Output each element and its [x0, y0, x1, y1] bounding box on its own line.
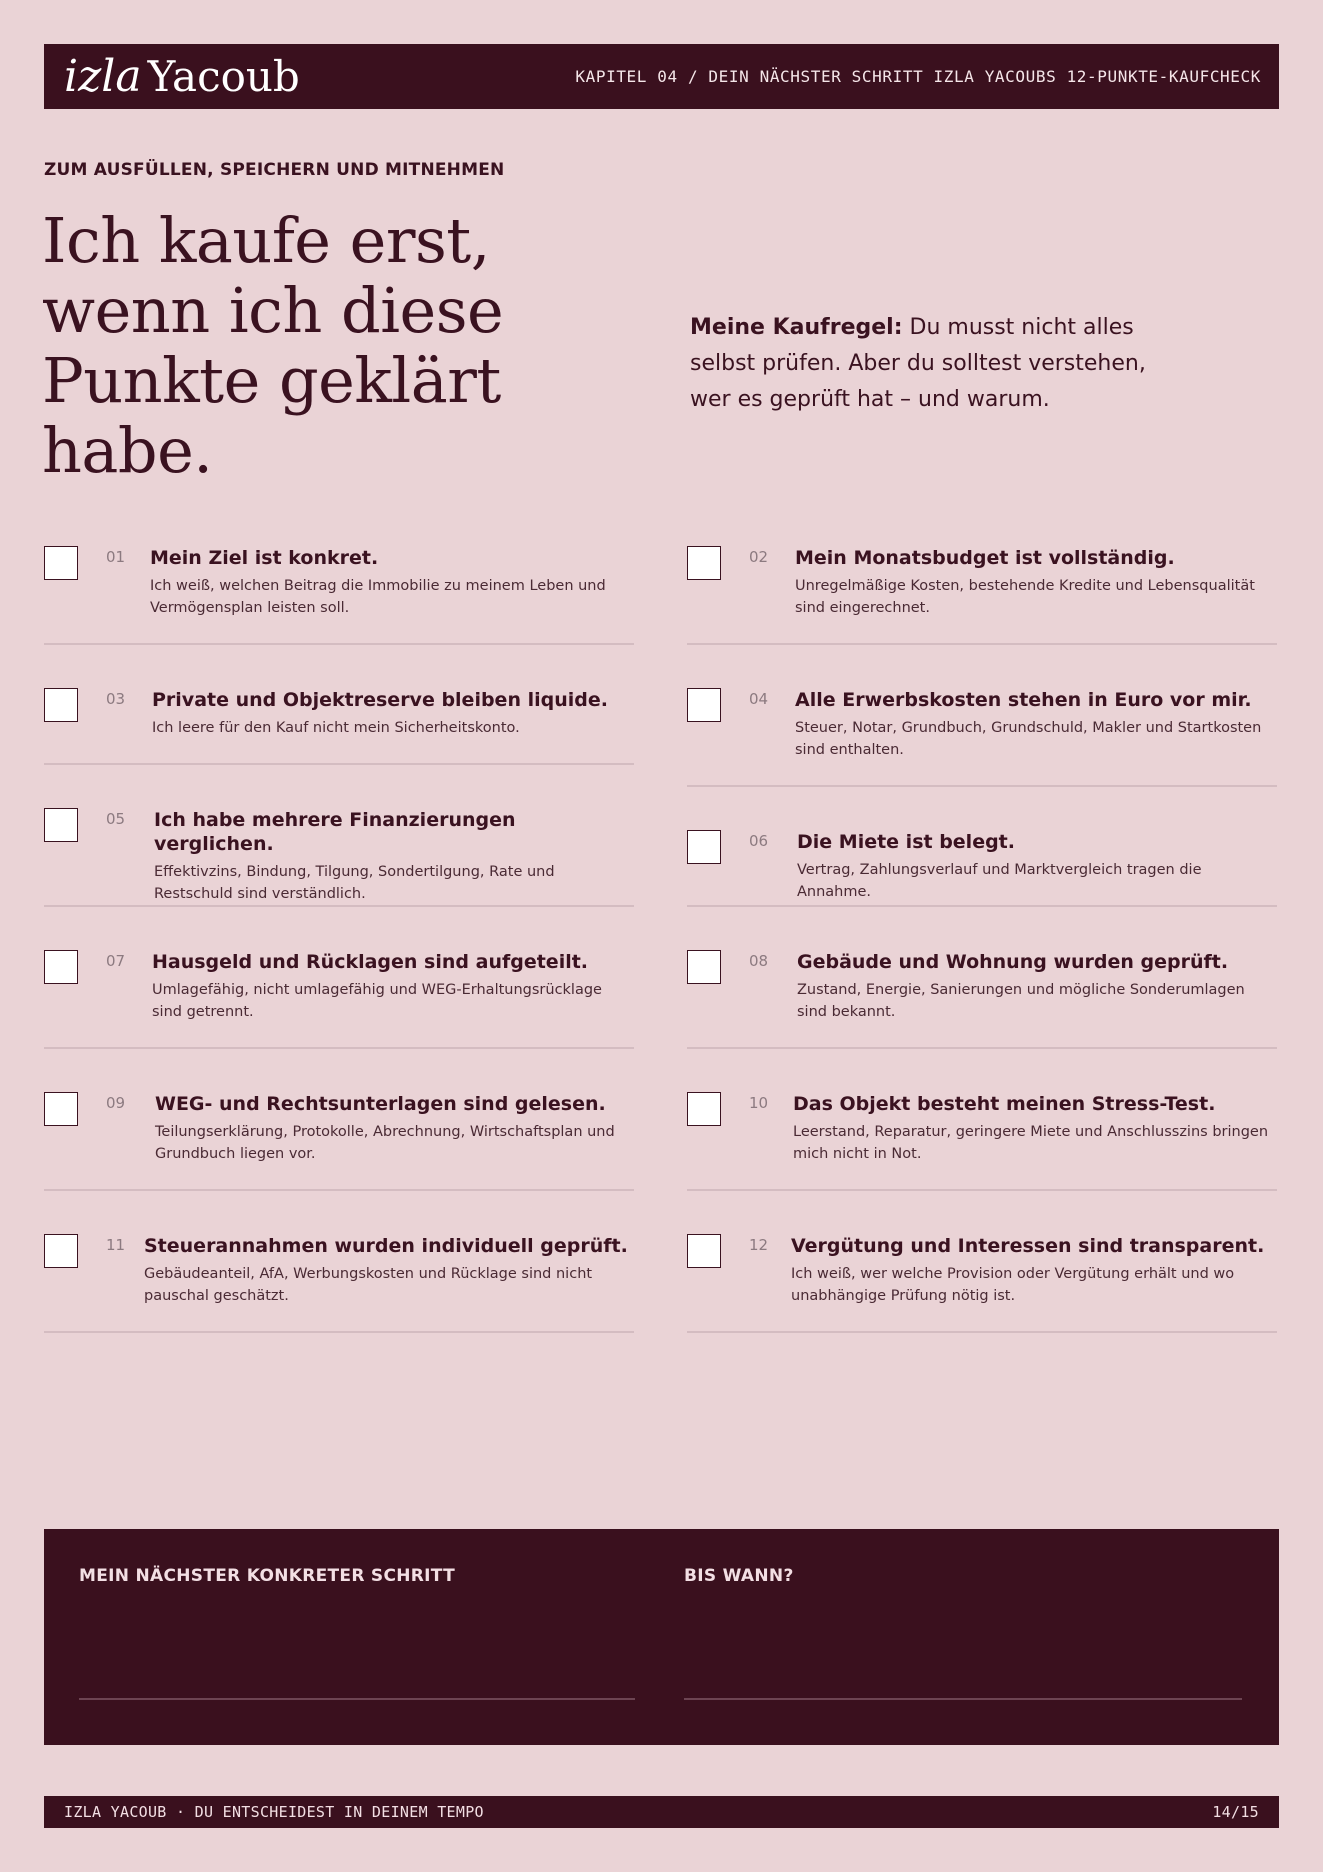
checklist-item	[44, 1092, 634, 1191]
checkbox[interactable]	[44, 808, 78, 842]
item-title: Alle Erwerbskosten stehen in Euro vor mir.	[795, 689, 1252, 711]
logo	[64, 51, 300, 102]
checklist-item	[687, 546, 1277, 645]
purchase-rule-text: Du musst nicht alles selbst prüfen. Aber du solltest verstehen, wer es geprüft hat – und warum.	[690, 315, 1146, 412]
item-number: 01	[106, 548, 126, 566]
checklist-item	[44, 950, 634, 1049]
checklist-item	[687, 950, 1277, 1049]
title-line-3: Punkte geklärt habe.	[42, 344, 501, 487]
item-title: Hausgeld und Rücklagen sind aufgeteilt.	[152, 951, 589, 973]
item-number: 10	[749, 1094, 769, 1112]
item-number: 11	[106, 1236, 126, 1254]
checkbox[interactable]	[687, 688, 721, 722]
item-description: Steuer, Notar, Grundbuch, Grundschuld, Makler und Startkosten sind enthalten.	[795, 720, 1262, 758]
item-number: 05	[106, 810, 126, 828]
item-description: Effektivzins, Bindung, Tilgung, Sondertilgung, Rate und Restschuld sind verständlich.	[154, 864, 555, 902]
header-kicker: KAPITEL 04 / DEIN NÄCHSTER SCHRITT IZLA YACOUBS 12-PUNKTE-KAUFCHECK	[575, 67, 1261, 86]
item-number: 06	[749, 832, 769, 850]
checkbox[interactable]	[687, 950, 721, 984]
item-description: Umlagefähig, nicht umlagefähig und WEG-Erhaltungsrücklage sind getrennt.	[152, 982, 602, 1020]
checklist-item	[44, 546, 634, 645]
checkbox[interactable]	[687, 1234, 721, 1268]
purchase-rule	[690, 310, 1160, 418]
checkbox[interactable]	[687, 830, 721, 864]
checkbox[interactable]	[44, 1092, 78, 1126]
checklist-item	[687, 830, 1277, 907]
checkbox[interactable]	[44, 1234, 78, 1268]
item-title: Gebäude und Wohnung wurden geprüft.	[797, 951, 1229, 973]
page-number: 14/15	[1212, 1803, 1259, 1821]
footer-brand: IZLA YACOUB · DU ENTSCHEIDEST IN DEINEM TEMPO	[64, 1803, 484, 1821]
eyebrow: ZUM AUSFÜLLEN, SPEICHERN UND MITNEHMEN	[44, 160, 505, 180]
item-number: 08	[749, 952, 769, 970]
checkbox[interactable]	[44, 950, 78, 984]
item-description: Ich leere für den Kauf nicht mein Sicherheitskonto.	[152, 720, 520, 736]
item-title: Private und Objektreserve bleiben liquide.	[152, 689, 608, 711]
item-number: 12	[749, 1236, 769, 1254]
deadline-input-line[interactable]	[684, 1698, 1242, 1700]
logo-last-name: Yacoub	[147, 52, 300, 101]
title-line-1: Ich kaufe erst,	[42, 204, 490, 277]
footer-bar	[44, 1796, 1279, 1828]
item-number: 09	[106, 1094, 126, 1112]
checkbox[interactable]	[687, 546, 721, 580]
page-title	[42, 206, 682, 486]
item-title: Mein Ziel ist konkret.	[150, 547, 379, 569]
deadline-label: BIS WANN?	[684, 1566, 794, 1586]
item-description: Zustand, Energie, Sanierungen und mögliche Sonderumlagen sind bekannt.	[797, 982, 1245, 1020]
checklist-item	[687, 1092, 1277, 1191]
item-description: Unregelmäßige Kosten, bestehende Kredite und Lebensqualität sind eingerechnet.	[795, 578, 1255, 616]
next-step-label: MEIN NÄCHSTER KONKRETER SCHRITT	[79, 1566, 455, 1586]
item-number: 03	[106, 690, 126, 708]
checklist-item	[44, 1234, 634, 1333]
item-description: Vertrag, Zahlungsverlauf und Marktvergleich tragen die Annahme.	[797, 862, 1202, 900]
next-step-input-line[interactable]	[79, 1698, 635, 1700]
purchase-rule-label: Meine Kaufregel:	[690, 315, 903, 340]
checklist-item	[687, 1234, 1277, 1333]
item-title: WEG- und Rechtsunterlagen sind gelesen.	[155, 1093, 606, 1115]
checklist-item	[44, 688, 634, 765]
item-title: Mein Monatsbudget ist vollständig.	[795, 547, 1175, 569]
checkbox[interactable]	[44, 688, 78, 722]
item-description: Teilungserklärung, Protokolle, Abrechnung, Wirtschaftsplan und Grundbuch liegen vor.	[155, 1124, 615, 1162]
checklist-item	[44, 808, 634, 907]
item-title: Ich habe mehrere Finanzierungen verglichen.	[154, 809, 516, 855]
item-description: Ich weiß, wer welche Provision oder Vergütung erhält und wo unabhängige Prüfung nötig ist.	[791, 1266, 1235, 1304]
logo-first-name: izla	[64, 51, 142, 102]
item-number: 07	[106, 952, 126, 970]
checkbox[interactable]	[687, 1092, 721, 1126]
item-description: Ich weiß, welchen Beitrag die Immobilie zu meinem Leben und Vermögensplan leisten soll.	[150, 578, 606, 616]
item-title: Steuerannahmen wurden individuell geprüft.	[144, 1235, 628, 1257]
next-step-panel	[44, 1529, 1279, 1745]
header-bar	[44, 44, 1279, 109]
checklist-item	[687, 688, 1277, 787]
item-number: 02	[749, 548, 769, 566]
item-description: Gebäudeanteil, AfA, Werbungskosten und Rücklage sind nicht pauschal geschätzt.	[144, 1266, 593, 1304]
item-title: Das Objekt besteht meinen Stress-Test.	[793, 1093, 1216, 1115]
item-description: Leerstand, Reparatur, geringere Miete und Anschlusszins bringen mich nicht in Not.	[793, 1124, 1269, 1162]
title-line-2: wenn ich diese	[42, 274, 504, 347]
item-title: Die Miete ist belegt.	[797, 831, 1015, 853]
checkbox[interactable]	[44, 546, 78, 580]
item-number: 04	[749, 690, 769, 708]
item-title: Vergütung und Interessen sind transparent.	[791, 1235, 1265, 1257]
